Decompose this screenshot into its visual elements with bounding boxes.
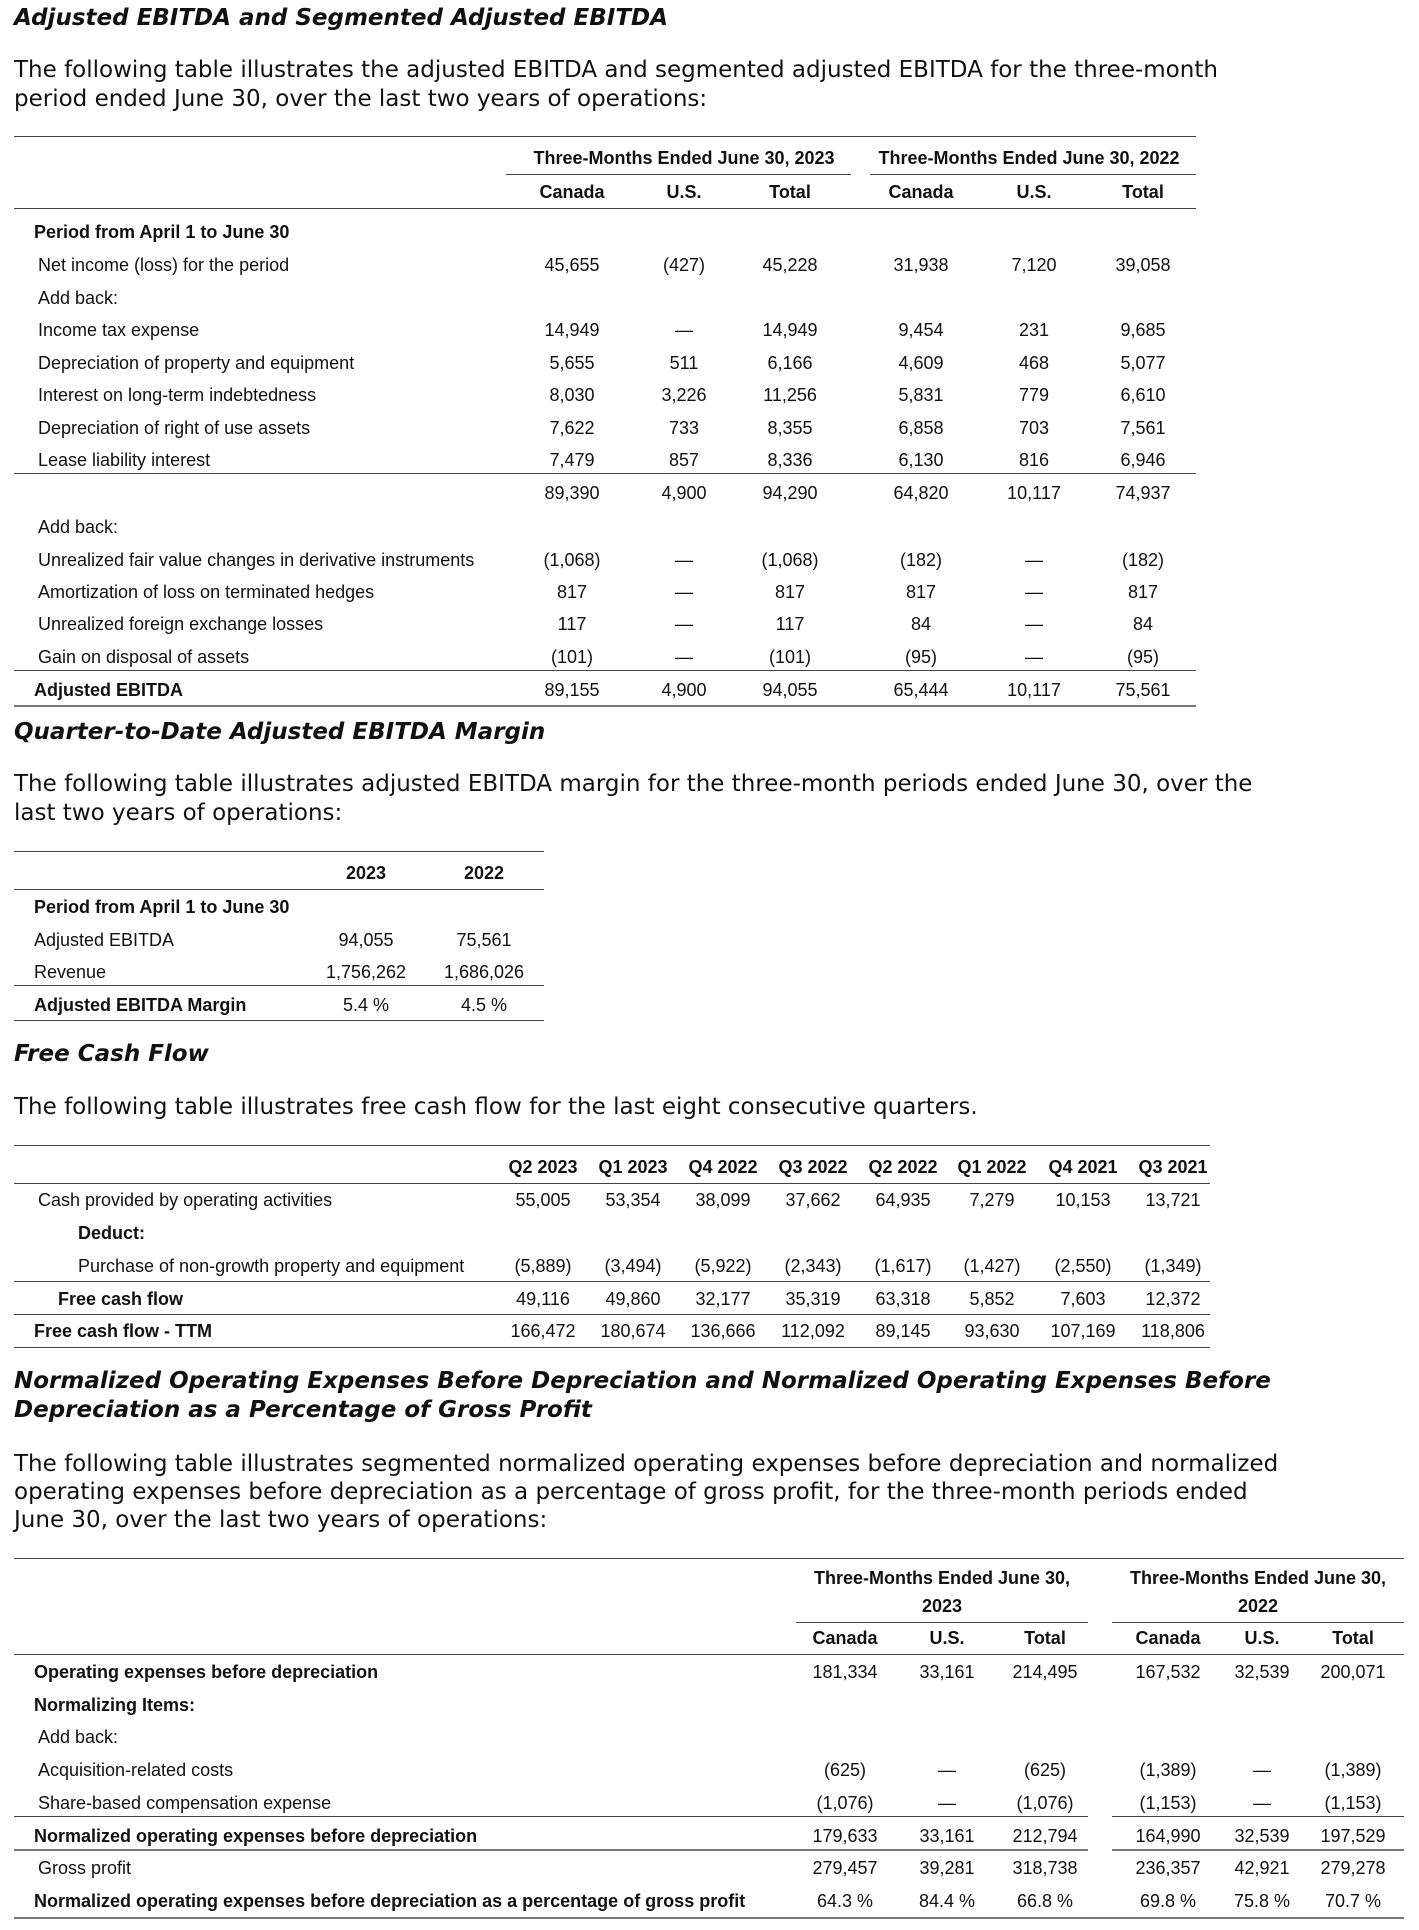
row-value: 179,633 — [812, 1826, 878, 1846]
row-value: 214,495 — [1012, 1662, 1078, 1682]
group-header-2023-line2: 2023 — [921, 1596, 963, 1616]
row-value: 75,561 — [456, 930, 512, 950]
row-value: 817 — [1127, 582, 1159, 602]
section-intro: last two years of operations: — [14, 800, 343, 826]
row-value: 164,990 — [1135, 1826, 1201, 1846]
row-value: 779 — [1018, 385, 1050, 405]
table-row — [0, 1250, 1220, 1282]
row-label: Add back: — [38, 517, 119, 537]
row-value: 7,120 — [1011, 255, 1057, 275]
table-row — [0, 641, 1200, 673]
section-intro: The following table illustrates adjusted EBITDA margin for the three-month periods ended June 30, over the — [14, 771, 1253, 797]
row-label: Depreciation of right of use assets — [38, 418, 311, 438]
row-value: (2,343) — [784, 1256, 842, 1276]
row-label: Acquisition-related costs — [38, 1760, 234, 1780]
row-label: Normalized operating expenses before depreciation as a percentage of gross profit — [34, 1891, 746, 1911]
row-value: 817 — [905, 582, 937, 602]
row-label: Revenue — [34, 962, 107, 982]
row-value: 63,318 — [875, 1289, 931, 1309]
table-row — [0, 379, 1200, 411]
row-value: — — [1025, 614, 1043, 634]
row-value: (95) — [904, 647, 937, 667]
row-value: 7,603 — [1060, 1289, 1106, 1309]
row-value: (2,550) — [1054, 1256, 1112, 1276]
row-value: 75.8 % — [1233, 1891, 1291, 1911]
row-value: 84 — [910, 614, 932, 634]
section-intro: operating expenses before depreciation as a percentage of gross profit, for the three-month periods ended — [14, 1479, 1248, 1505]
row-value: 45,228 — [762, 255, 818, 275]
row-value: — — [1025, 647, 1043, 667]
row-value: 231 — [1018, 320, 1050, 340]
free-cash-flow-table — [0, 1143, 1220, 1343]
row-value: (1,153) — [1324, 1793, 1382, 1813]
section-intro: The following table illustrates free cash flow for the last eight consecutive quarters. — [14, 1094, 978, 1120]
row-value: 181,334 — [812, 1662, 878, 1682]
table-row — [0, 674, 1200, 706]
row-value: (101) — [550, 647, 594, 667]
row-value: 53,354 — [605, 1190, 661, 1210]
row-value: 511 — [669, 353, 699, 373]
row-value: (3,494) — [604, 1256, 662, 1276]
row-value: — — [938, 1793, 956, 1813]
column-header: Q4 2021 — [1048, 1157, 1118, 1177]
row-value: 49,116 — [516, 1289, 570, 1309]
row-value: 32,539 — [1234, 1826, 1290, 1846]
row-value: — — [938, 1760, 956, 1780]
row-value: (1,076) — [816, 1793, 874, 1813]
section-heading-adjusted-ebitda: Adjusted EBITDA and Segmented Adjusted EBITDA — [14, 5, 668, 31]
row-value: 37,662 — [785, 1190, 841, 1210]
row-label: Adjusted EBITDA — [34, 680, 184, 700]
row-value: 89,155 — [544, 680, 600, 700]
row-value: — — [1253, 1760, 1271, 1780]
table-row — [0, 1787, 1419, 1819]
table-row — [0, 1852, 1419, 1884]
table-row — [0, 216, 1200, 248]
row-value: 816 — [1018, 450, 1050, 470]
row-value: 70.7 % — [1324, 1891, 1382, 1911]
row-value: 6,858 — [898, 418, 944, 438]
table-rule — [1112, 1849, 1404, 1851]
row-value: 118,806 — [1141, 1321, 1205, 1341]
row-value: 279,457 — [812, 1858, 878, 1878]
row-label: Deduct: — [78, 1223, 145, 1243]
row-value: 703 — [1018, 418, 1050, 438]
row-value: 8,336 — [767, 450, 813, 470]
row-label: Income tax expense — [38, 320, 200, 340]
table-rule — [14, 1558, 1404, 1559]
column-header: 2023 — [345, 863, 387, 883]
row-value: 167,532 — [1135, 1662, 1201, 1682]
section-heading-normalized-opex-cont: Depreciation as a Percentage of Gross Profit — [14, 1397, 592, 1423]
row-value: (5,889) — [514, 1256, 572, 1276]
row-value: 4.5 % — [460, 995, 508, 1015]
row-value: 11,256 — [763, 385, 817, 405]
table-row — [0, 989, 560, 1021]
row-label: Period from April 1 to June 30 — [34, 222, 290, 242]
table-rule — [14, 136, 1196, 137]
table-row — [0, 891, 560, 923]
row-value: 117 — [557, 614, 587, 634]
column-header: U.S. — [666, 182, 702, 202]
row-value: 468 — [1018, 353, 1050, 373]
row-value: 857 — [668, 450, 700, 470]
row-value: 6,130 — [898, 450, 944, 470]
row-label: Lease liability interest — [38, 450, 211, 470]
row-label: Depreciation of property and equipment — [38, 353, 355, 373]
row-value: 136,666 — [690, 1321, 756, 1341]
group-header-2022-line1: Three-Months Ended June 30, — [1129, 1568, 1387, 1588]
row-label: Normalizing Items: — [34, 1695, 196, 1715]
row-value: 166,472 — [510, 1321, 576, 1341]
row-value: 84 — [1132, 614, 1154, 634]
row-value: 197,529 — [1320, 1826, 1386, 1846]
row-value: 817 — [774, 582, 806, 602]
table-rule — [14, 1654, 1404, 1655]
row-value: 1,756,262 — [325, 962, 407, 982]
column-header: Q1 2023 — [598, 1157, 668, 1177]
row-value: 9,685 — [1120, 320, 1166, 340]
row-value: 89,390 — [544, 483, 600, 503]
row-value: 35,319 — [785, 1289, 841, 1309]
row-value: 180,674 — [600, 1321, 666, 1341]
row-value: (625) — [823, 1760, 867, 1780]
row-value: 64,935 — [875, 1190, 931, 1210]
section-heading-normalized-opex: Normalized Operating Expenses Before Depreciation and Normalized Operating Expenses Before — [14, 1368, 1271, 1394]
table-rule — [14, 1020, 544, 1021]
table-row — [0, 412, 1200, 444]
row-value: 1,686,026 — [443, 962, 525, 982]
row-value: 75,561 — [1115, 680, 1171, 700]
row-value: — — [1025, 550, 1043, 570]
row-label: Period from April 1 to June 30 — [34, 897, 290, 917]
table-row — [0, 1656, 1419, 1688]
row-value: 12,372 — [1145, 1289, 1201, 1309]
row-value: (625) — [1023, 1760, 1067, 1780]
column-header: U.S. — [929, 1628, 965, 1648]
row-value: 212,794 — [1012, 1826, 1078, 1846]
row-value: 7,479 — [549, 450, 595, 470]
row-value: (182) — [1121, 550, 1165, 570]
row-value: 4,900 — [661, 680, 707, 700]
column-header: Canada — [888, 182, 954, 202]
row-label: Gain on disposal of assets — [38, 647, 250, 667]
row-value: (5,922) — [694, 1256, 752, 1276]
row-value: (1,617) — [874, 1256, 932, 1276]
table-rule — [14, 1917, 1404, 1919]
row-value: (1,068) — [761, 550, 819, 570]
row-label: Add back: — [38, 1727, 119, 1747]
column-header: Total — [1122, 182, 1164, 202]
row-value: 3,226 — [661, 385, 707, 405]
column-header: U.S. — [1244, 1628, 1280, 1648]
row-value: 733 — [668, 418, 700, 438]
row-value: 66.8 % — [1016, 1891, 1074, 1911]
row-value: 64,820 — [893, 483, 949, 503]
table-rule — [14, 1816, 1088, 1817]
row-value: 10,153 — [1055, 1190, 1111, 1210]
table-row — [0, 511, 1200, 543]
group-header-2022: Three-Months Ended June 30, 2022 — [878, 148, 1180, 168]
column-header: Q4 2022 — [688, 1157, 758, 1177]
row-value: 65,444 — [893, 680, 949, 700]
row-label: Free cash flow — [58, 1289, 184, 1309]
row-value: (1,427) — [963, 1256, 1021, 1276]
row-value: 6,610 — [1120, 385, 1166, 405]
table-rule — [14, 851, 544, 852]
row-value: 84.4 % — [918, 1891, 976, 1911]
row-value: 14,949 — [544, 320, 600, 340]
row-value: (427) — [662, 255, 706, 275]
table-row — [0, 1820, 1419, 1852]
row-value: (1,389) — [1139, 1760, 1197, 1780]
row-value: 6,166 — [767, 353, 813, 373]
row-value: 10,117 — [1007, 680, 1061, 700]
column-header: Canada — [812, 1628, 878, 1648]
row-value: 49,860 — [605, 1289, 661, 1309]
row-value: — — [1025, 582, 1043, 602]
row-value: 32,177 — [695, 1289, 751, 1309]
row-label: Net income (loss) for the period — [38, 255, 290, 275]
row-value: 5.4 % — [342, 995, 390, 1015]
column-header: Total — [1024, 1628, 1066, 1648]
table-rule — [14, 1314, 1210, 1315]
table-row — [0, 444, 1200, 476]
row-value: 5,852 — [969, 1289, 1015, 1309]
table-rule — [14, 1145, 1210, 1146]
row-label: Normalized operating expenses before depreciation — [34, 1826, 478, 1846]
row-label: Purchase of non-growth property and equipment — [78, 1256, 465, 1276]
row-value: 8,030 — [549, 385, 595, 405]
row-value: 6,946 — [1120, 450, 1166, 470]
row-label: Adjusted EBITDA — [34, 930, 175, 950]
row-value: 55,005 — [515, 1190, 571, 1210]
row-value: — — [1253, 1793, 1271, 1813]
row-value: 236,357 — [1135, 1858, 1201, 1878]
table-rule — [14, 1281, 1210, 1282]
table-row — [0, 1184, 1220, 1216]
table-row — [0, 347, 1200, 379]
table-row — [0, 924, 560, 956]
table-row — [0, 956, 560, 988]
table-rule — [14, 1849, 1088, 1851]
row-value: 7,622 — [549, 418, 595, 438]
table-row — [0, 477, 1200, 509]
column-header: U.S. — [1016, 182, 1052, 202]
row-value: 10,117 — [1007, 483, 1061, 503]
row-value: 5,655 — [549, 353, 595, 373]
row-label: Gross profit — [38, 1858, 132, 1878]
table-row — [0, 1885, 1419, 1917]
section-intro: June 30, over the last two years of operations: — [14, 1507, 548, 1533]
row-value: — — [675, 550, 693, 570]
row-value: 38,099 — [695, 1190, 751, 1210]
table-row — [0, 1315, 1220, 1347]
row-value: 64.3 % — [816, 1891, 874, 1911]
table-row — [0, 1217, 1220, 1249]
row-value: 39,281 — [919, 1858, 975, 1878]
section-intro: The following table illustrates the adjusted EBITDA and segmented adjusted EBITDA for the three-month — [14, 57, 1218, 83]
row-value: 7,279 — [969, 1190, 1015, 1210]
table-row — [0, 544, 1200, 576]
row-value: — — [675, 614, 693, 634]
row-value: (1,068) — [543, 550, 601, 570]
row-value: (1,349) — [1144, 1256, 1202, 1276]
row-value: 4,900 — [661, 483, 707, 503]
table-rule — [506, 174, 851, 175]
row-value: (95) — [1126, 647, 1159, 667]
column-header: Q3 2021 — [1138, 1157, 1208, 1177]
column-header: Q3 2022 — [778, 1157, 848, 1177]
column-header: Total — [769, 182, 811, 202]
row-value: 4,609 — [898, 353, 944, 373]
table-rule — [14, 1347, 1210, 1348]
table-rule — [14, 208, 1196, 209]
row-label: Free cash flow - TTM — [34, 1321, 213, 1341]
table-rule — [870, 174, 1196, 175]
row-value: 94,055 — [762, 680, 818, 700]
table-row — [0, 576, 1200, 608]
column-header: Q2 2022 — [868, 1157, 938, 1177]
row-value: 31,938 — [893, 255, 949, 275]
row-value: — — [675, 647, 693, 667]
row-value: 13,721 — [1145, 1190, 1201, 1210]
table-row — [0, 282, 1200, 314]
row-label: Interest on long-term indebtedness — [38, 385, 317, 405]
column-header: Canada — [1135, 1628, 1201, 1648]
row-value: 107,169 — [1050, 1321, 1116, 1341]
row-value: 9,454 — [898, 320, 944, 340]
row-value: (1,076) — [1016, 1793, 1074, 1813]
row-value: (1,153) — [1139, 1793, 1197, 1813]
row-value: 8,355 — [767, 418, 813, 438]
row-value: 39,058 — [1115, 255, 1171, 275]
table-row — [0, 1754, 1419, 1786]
table-rule — [14, 670, 1196, 671]
row-value: 45,655 — [544, 255, 600, 275]
ebitda-margin-table — [0, 849, 560, 1019]
column-header: Total — [1332, 1628, 1374, 1648]
row-label: Operating expenses before depreciation — [34, 1662, 379, 1682]
row-value: 318,738 — [1012, 1858, 1078, 1878]
normalized-opex-table — [0, 1556, 1419, 1930]
row-value: 112,092 — [781, 1321, 845, 1341]
column-header: 2022 — [463, 863, 505, 883]
row-value: 74,937 — [1115, 483, 1171, 503]
group-header-2023: Three-Months Ended June 30, 2023 — [533, 148, 835, 168]
row-value: 200,071 — [1320, 1662, 1386, 1682]
row-value: 7,561 — [1120, 418, 1166, 438]
row-value: 69.8 % — [1139, 1891, 1197, 1911]
group-header-2023-line1: Three-Months Ended June 30, — [813, 1568, 1071, 1588]
row-label: Share-based compensation expense — [38, 1793, 332, 1813]
row-value: 5,831 — [898, 385, 944, 405]
table-row — [0, 249, 1200, 281]
table-row — [0, 314, 1200, 346]
row-value: — — [675, 320, 693, 340]
column-header: Q1 2022 — [957, 1157, 1027, 1177]
row-value: 42,921 — [1234, 1858, 1290, 1878]
column-header: Q2 2023 — [508, 1157, 578, 1177]
row-value: 817 — [556, 582, 588, 602]
row-value: (101) — [768, 647, 812, 667]
row-label: Amortization of loss on terminated hedges — [38, 582, 375, 602]
row-value: 94,055 — [338, 930, 394, 950]
table-rule — [14, 705, 1196, 707]
section-intro: The following table illustrates segmented normalized operating expenses before depreciation and normalized — [14, 1451, 1279, 1477]
table-rule — [14, 889, 544, 890]
row-value: — — [675, 582, 693, 602]
row-label: Unrealized foreign exchange losses — [38, 614, 324, 634]
row-value: 279,278 — [1320, 1858, 1386, 1878]
table-rule — [14, 473, 1196, 474]
section-heading-ebitda-margin: Quarter-to-Date Adjusted EBITDA Margin — [14, 719, 546, 745]
row-label: Add back: — [38, 288, 119, 308]
column-header: Canada — [539, 182, 605, 202]
section-heading-free-cash-flow: Free Cash Flow — [14, 1041, 209, 1067]
row-value: 33,161 — [919, 1662, 975, 1682]
group-header-2022-line2: 2022 — [1237, 1596, 1279, 1616]
row-label: Unrealized fair value changes in derivative instruments — [38, 550, 475, 570]
row-value: 93,630 — [964, 1321, 1020, 1341]
row-value: 94,290 — [762, 483, 818, 503]
row-value: (182) — [899, 550, 943, 570]
row-value: 117 — [775, 614, 805, 634]
table-row — [0, 1689, 1419, 1721]
adjusted-ebitda-table — [0, 134, 1200, 700]
row-value: 14,949 — [762, 320, 818, 340]
table-rule — [14, 985, 544, 986]
table-row — [0, 1283, 1220, 1315]
table-row — [0, 1721, 1419, 1753]
row-value: (1,389) — [1324, 1760, 1382, 1780]
table-row — [0, 608, 1200, 640]
row-label: Adjusted EBITDA Margin — [34, 995, 247, 1015]
row-label: Cash provided by operating activities — [38, 1190, 333, 1210]
section-intro: period ended June 30, over the last two years of operations: — [14, 86, 708, 112]
row-value: 5,077 — [1120, 353, 1166, 373]
row-value: 33,161 — [919, 1826, 975, 1846]
table-rule — [1112, 1816, 1404, 1817]
row-value: 89,145 — [875, 1321, 931, 1341]
row-value: 32,539 — [1234, 1662, 1290, 1682]
